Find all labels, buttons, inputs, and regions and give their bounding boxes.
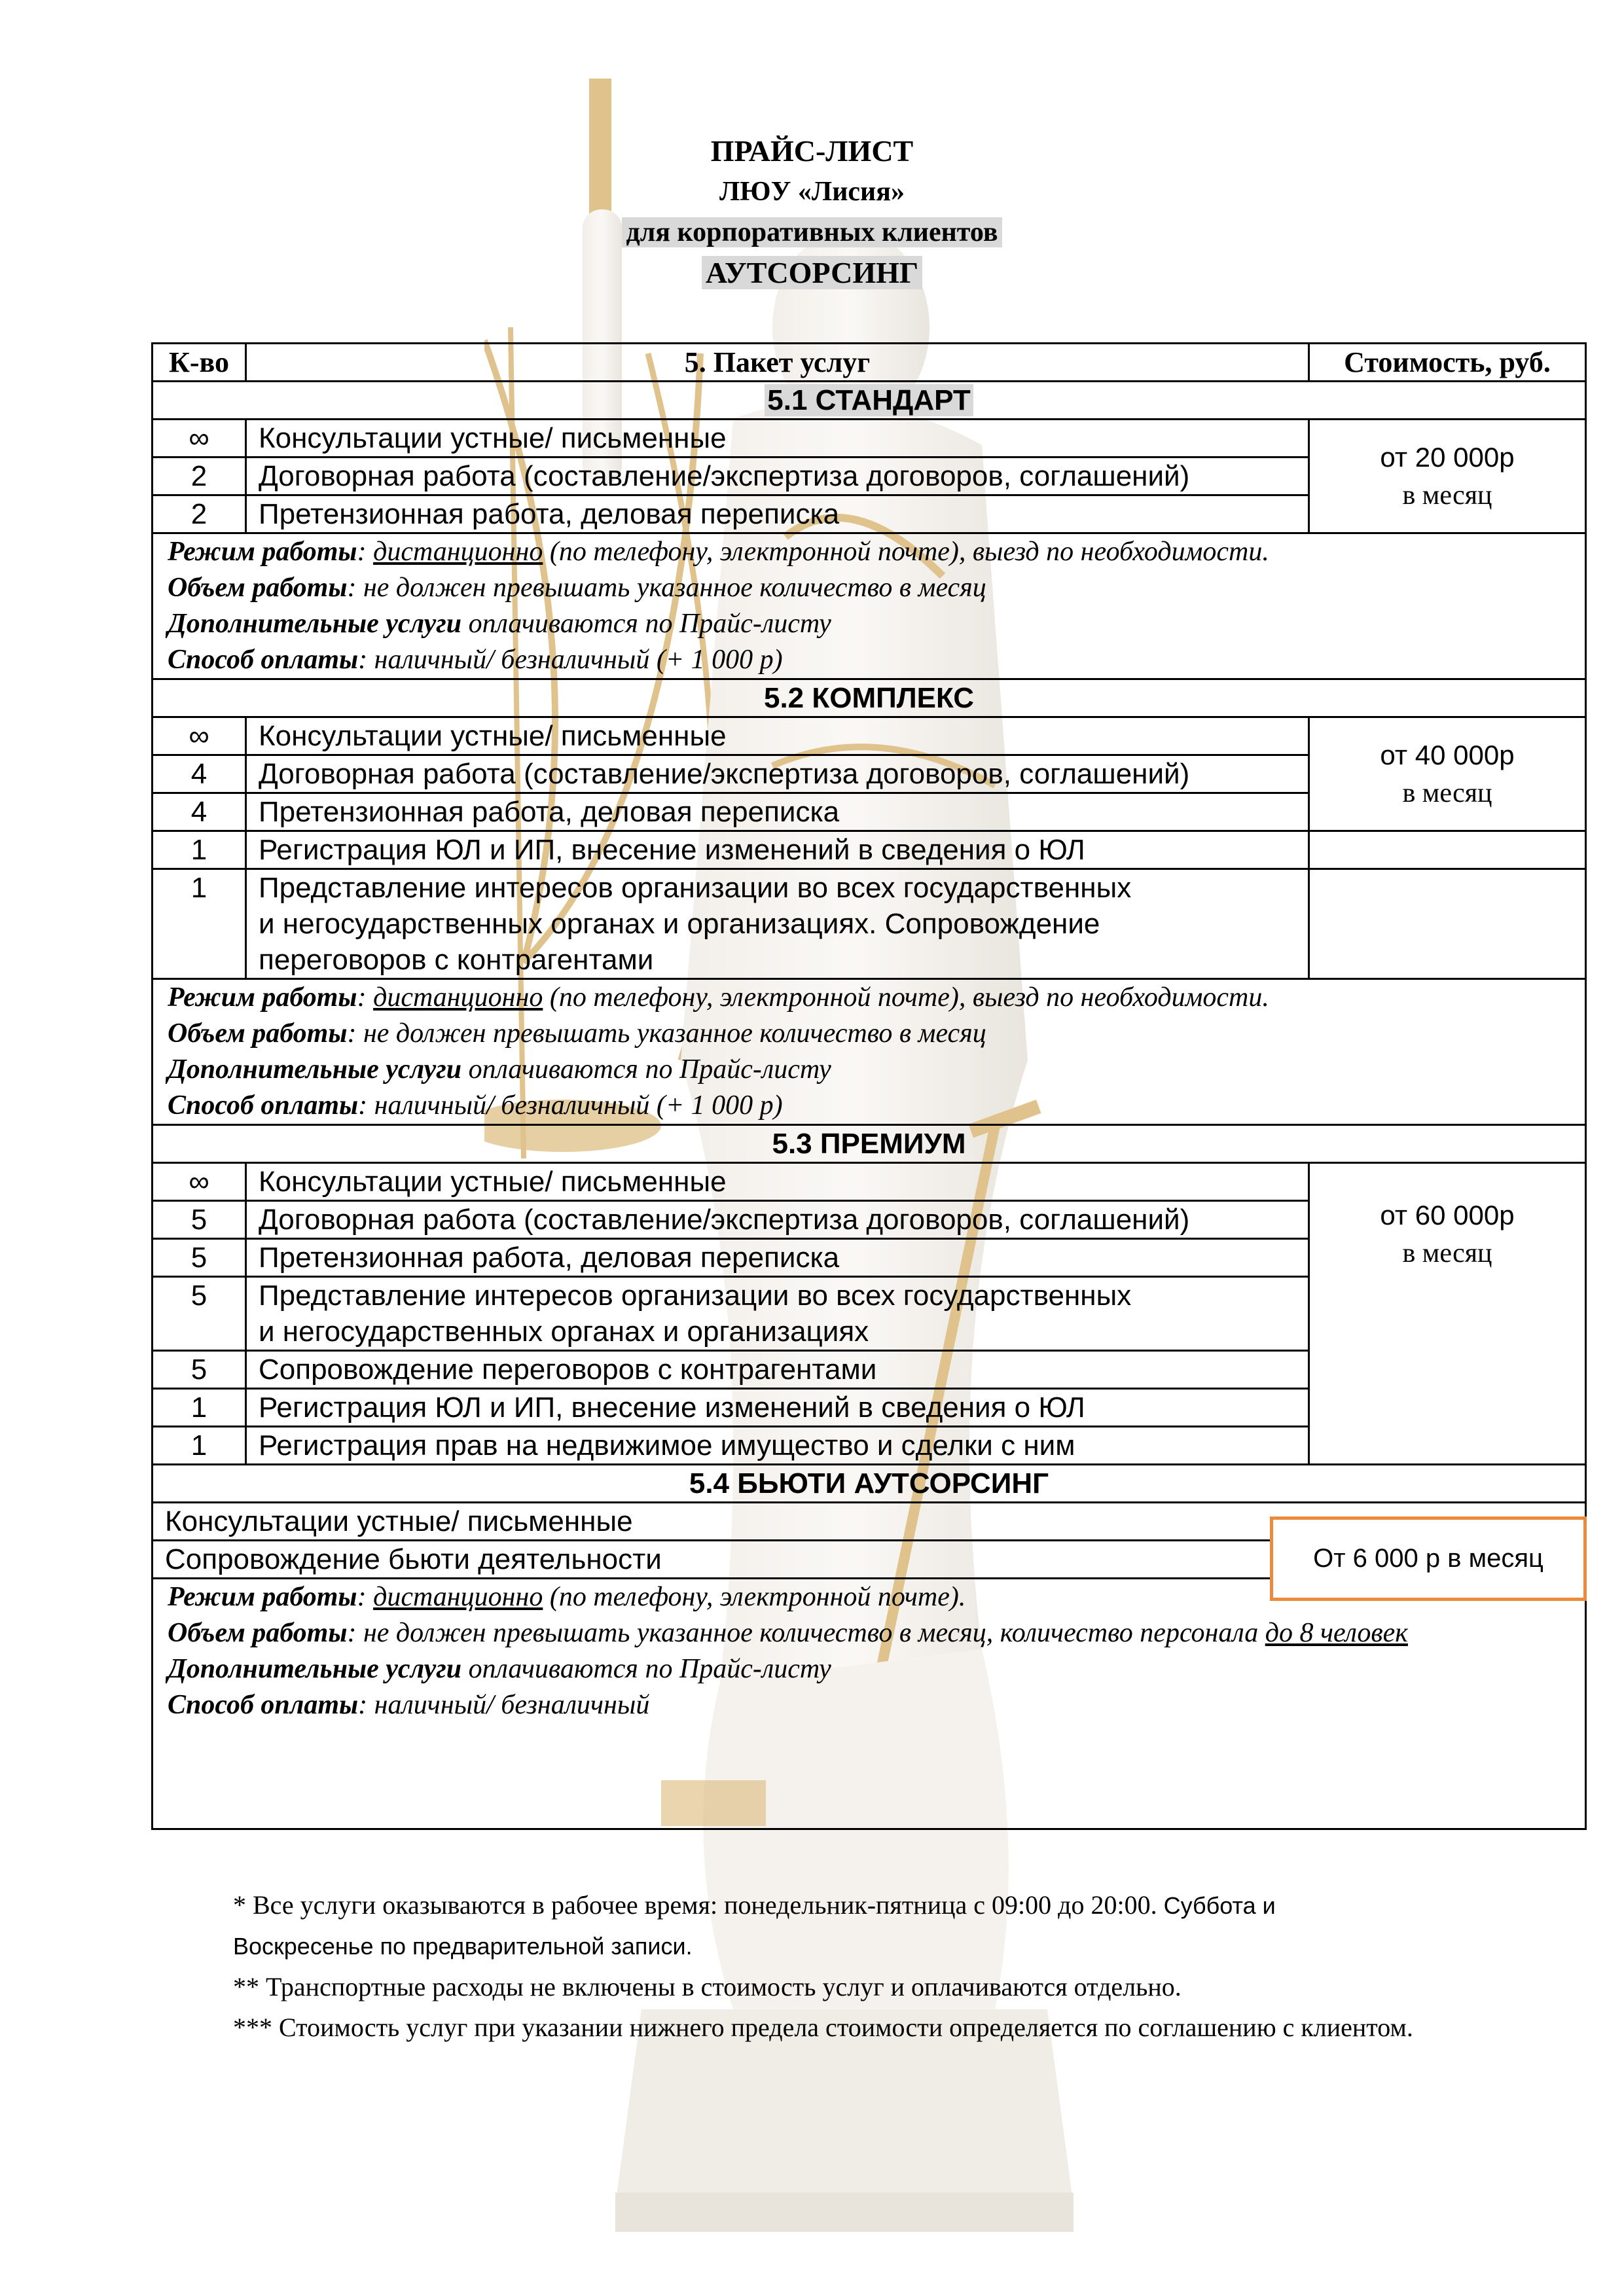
qty-cell: 5 [153, 1201, 246, 1239]
section-title-standard: 5.1 СТАНДАРТ [153, 382, 1586, 420]
price-cell-standard: от 20 000р в месяц [1309, 420, 1586, 533]
price-cell-complex: от 40 000р в месяц [1309, 717, 1586, 831]
column-header-package: 5. Пакет услуг [246, 344, 1309, 382]
qty-cell: 1 [153, 1389, 246, 1427]
qty-cell: 4 [153, 793, 246, 831]
table-row [153, 420, 1586, 457]
qty-cell: 5 [153, 1351, 246, 1389]
price-list-title: ПРАЙС-ЛИСТ [710, 134, 914, 168]
document-heading [0, 131, 1624, 293]
service-cell: Консультации устные/ письменные [246, 1163, 1309, 1201]
column-header-qty: К-во [153, 344, 246, 382]
qty-cell: 4 [153, 755, 246, 793]
table-row [153, 869, 1586, 979]
price-cell-premium: от 60 000р в месяц [1309, 1163, 1586, 1465]
footnote-2: ** Транспортные расходы не включены в стоимость услуг и оплачиваются отдельно. [233, 1972, 1182, 2001]
qty-cell: 2 [153, 457, 246, 495]
terms-beauty: Режим работы: дистанционно (по телефону, электронной почте). Объем работы: не должен превышать указанное количество в месяц, количество персонала до 8 человек Дополнительные услуги оплачиваются по Прайс-листу Способ оплаты: наличный/ безналичный [153, 1579, 1586, 1829]
column-header-price: Стоимость, руб. [1309, 344, 1586, 382]
price-table [151, 342, 1587, 1830]
section-title-complex: 5.2 КОМПЛЕКС [153, 679, 1586, 717]
service-cell: Сопровождение переговоров с контрагентами [246, 1351, 1309, 1389]
qty-cell: 2 [153, 495, 246, 533]
section-title-beauty: 5.4 БЬЮТИ АУТСОРСИНГ [153, 1465, 1586, 1503]
service-cell: Договорная работа (составление/экспертиза договоров, соглашений) [246, 755, 1309, 793]
footnote-1-continued: Воскресенье по предварительной записи. [233, 1933, 693, 1960]
service-cell: Регистрация прав на недвижимое имущество и сделки с ним [246, 1427, 1309, 1465]
qty-cell: 5 [153, 1239, 246, 1277]
footnote-3: *** Стоимость услуг при указании нижнего предела стоимости определяется по соглашению с клиентом. [233, 2013, 1413, 2042]
qty-cell: ∞ [153, 717, 246, 755]
terms-complex: Режим работы: дистанционно (по телефону, электронной почте), выезд по необходимости. Объем работы: не должен превышать указанное количество в месяц Дополнительные услуги оплачиваются по Прайс-листу Способ оплаты: наличный/ безналичный (+ 1 000 р) [153, 979, 1586, 1125]
service-cell: Сопровождение бьюти деятельности [153, 1541, 1586, 1579]
table-header-row [153, 344, 1586, 382]
qty-cell: 1 [153, 831, 246, 869]
service-cell: Договорная работа (составление/экспертиза договоров, соглашений) [246, 1201, 1309, 1239]
category-title: АУТСОРСИНГ [702, 256, 922, 289]
qty-cell: 1 [153, 1427, 246, 1465]
empty-price-cell [1309, 831, 1586, 869]
audience-subtitle: для корпоративных клиентов [622, 217, 1001, 247]
table-row [153, 831, 1586, 869]
qty-cell: ∞ [153, 420, 246, 457]
footnote-1: * Все услуги оказываются в рабочее время: понедельник-пятница с 09:00 до 20:00. Суббота и [233, 1890, 1276, 1920]
service-cell: Консультации устные/ письменные [153, 1503, 1586, 1541]
service-cell: Консультации устные/ письменные [246, 420, 1309, 457]
company-name: ЛЮУ «Лисия» [719, 177, 905, 207]
service-cell: Регистрация ЮЛ и ИП, внесение изменений в сведения о ЮЛ [246, 1389, 1309, 1427]
footnotes [233, 1885, 1477, 2048]
service-cell: Претензионная работа, деловая переписка [246, 1239, 1309, 1277]
empty-price-cell [1309, 869, 1586, 979]
service-cell: Претензионная работа, деловая переписка [246, 495, 1309, 533]
table-row [153, 717, 1586, 755]
service-cell: Представление интересов организации во всех государственных и негосударственных органах и организациях. Сопровождение переговоров с контрагентами [246, 869, 1309, 979]
service-cell: Представление интересов организации во всех государственных и негосударственных органах и организациях [246, 1277, 1309, 1351]
terms-standard: Режим работы: дистанционно (по телефону, электронной почте), выезд по необходимости. Объем работы: не должен превышать указанное количество в месяц Дополнительные услуги оплачиваются по Прайс-листу Способ оплаты: наличный/ безналичный (+ 1 000 р) [153, 533, 1586, 679]
table-row [153, 1163, 1586, 1201]
service-cell: Договорная работа (составление/экспертиза договоров, соглашений) [246, 457, 1309, 495]
service-cell: Регистрация ЮЛ и ИП, внесение изменений в сведения о ЮЛ [246, 831, 1309, 869]
service-cell: Консультации устные/ письменные [246, 717, 1309, 755]
qty-cell: 1 [153, 869, 246, 979]
qty-cell: ∞ [153, 1163, 246, 1201]
section-title-premium: 5.3 ПРЕМИУМ [153, 1125, 1586, 1163]
beauty-price-badge: От 6 000 р в месяц [1270, 1516, 1587, 1601]
qty-cell: 5 [153, 1277, 246, 1351]
service-cell: Претензионная работа, деловая переписка [246, 793, 1309, 831]
